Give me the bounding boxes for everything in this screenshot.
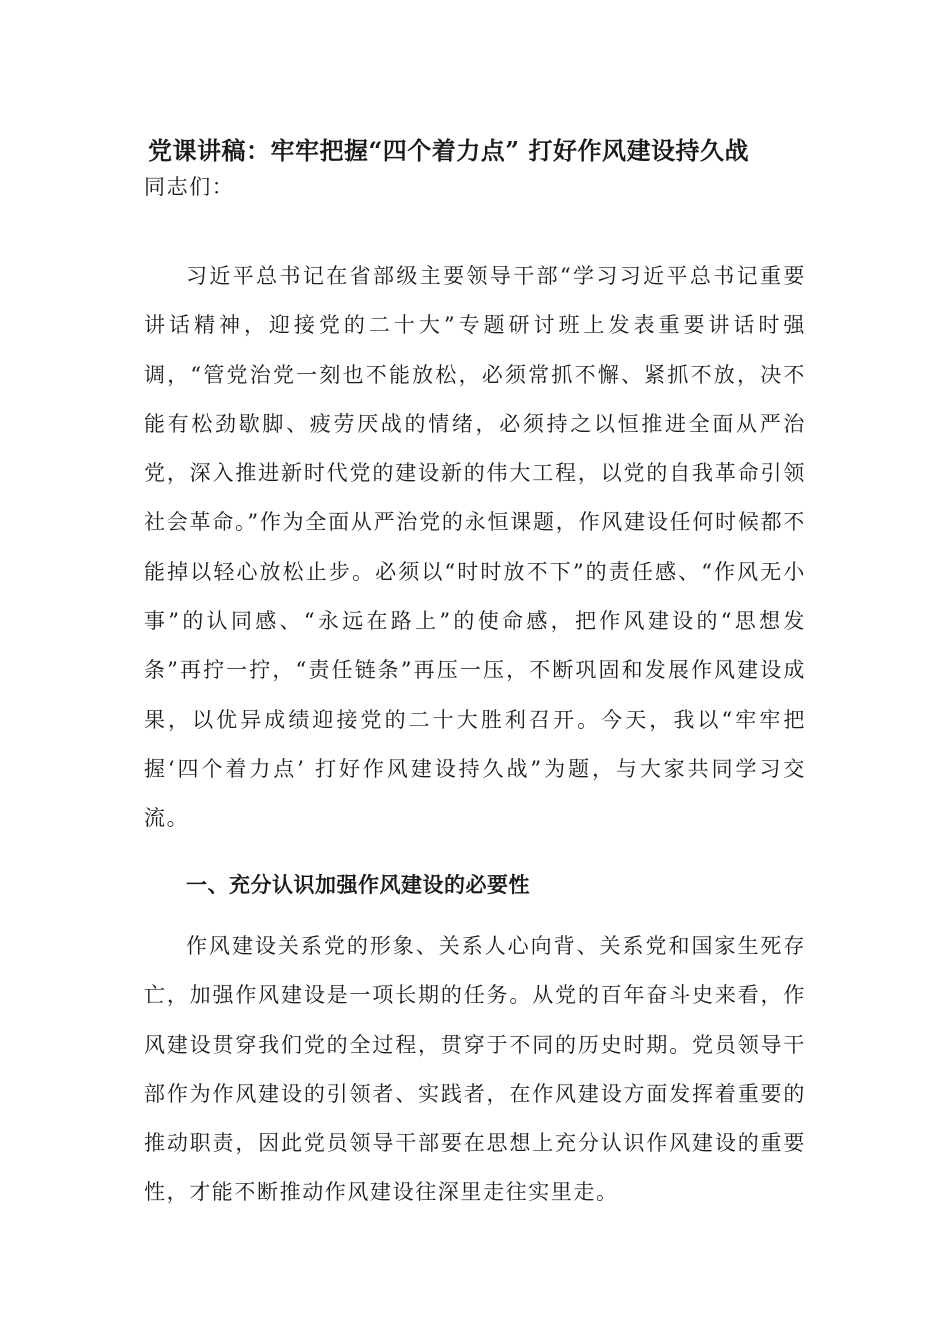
- paragraph-intro: 习近平总书记在省部级主要领导干部“学习习近平总书记重要讲话精神，迎接党的二十大”专题研讨班上发表重要讲话时强调，“管党治党一刻也不能放松，必须常抓不懈、紧抓不放，决不能有松劲歇脚、疲劳厌战的情绪，必须持之以恒推进全面从严治党，深入推进新时代党的建设新的伟大工程，以党的自我革命引领社会革命。”作为全面从严治党的永恒课题，作风建设任何时候都不能掉以轻心放松止步。必须以“时时放不下”的责任感、“作风无小事”的认同感、“永远在路上”的使命感，把作风建设的“思想发条”再拧一拧，“责任链条”再压一压，不断巩固和发展作风建设成果，以优异成绩迎接党的二十大胜利召开。今天，我以“牢牢把握‘四个着力点’ 打好作风建设持久战”为题，与大家共同学习交流。: [144, 264, 806, 831]
- document-title: 党课讲稿：牢牢把握“四个着力点” 打好作风建设持久战: [148, 136, 749, 165]
- greeting: 同志们：: [144, 175, 235, 199]
- paragraph-section-1: 作风建设关系党的形象、关系人心向背、关系党和国家生死存亡，加强作风建设是一项长期的任务。从党的百年奋斗史来看，作风建设贯穿我们党的全过程，贯穿于不同的历史时期。党员领导干部作为作风建设的引领者、实践者，在作风建设方面发挥着重要的推动职责，因此党员领导干部要在思想上充分认识作风建设的重要性，才能不断推动作风建设往深里走往实里走。: [144, 934, 806, 1205]
- section-heading-1: 一、充分认识加强作风建设的必要性: [186, 872, 530, 897]
